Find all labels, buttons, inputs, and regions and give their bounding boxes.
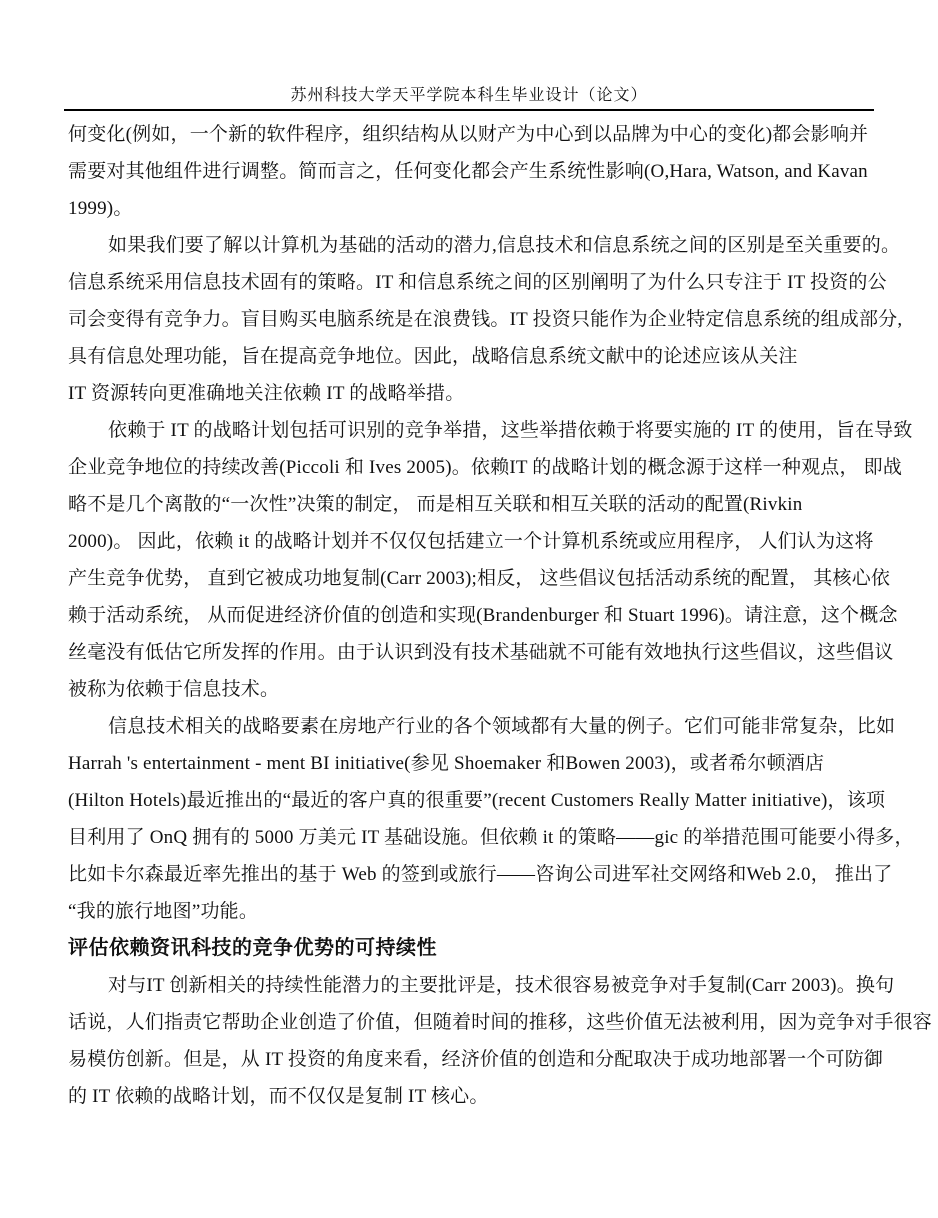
text-line: 1999)。 [68, 198, 133, 219]
text-line: 目利用了 OnQ 拥有的 5000 万美元 IT 基础设施。但依赖 it 的策略——gic 的举措范围可能要小得多， [68, 827, 914, 848]
text-line: 被称为依赖于信息技术。 [68, 679, 280, 700]
text-line: 对与IT 创新相关的持续性能潜力的主要批评是，技术很容易被竞争对手复制(Carr 2003)。换句 [108, 975, 895, 996]
text-line: 产生竞争优势， 直到它被成功地复制(Carr 2003);相反， 这些倡议包括活动系统的配置， 其核心依 [68, 568, 891, 589]
text-line: 如果我们要了解以计算机为基础的活动的潜力,信息技术和信息系统之间的区别是至关重要的。 [108, 235, 901, 256]
text-line: 的 IT 依赖的战略计划，而不仅仅是复制 IT 核心。 [68, 1086, 489, 1107]
header-title: 苏州科技大学天平学院本科生毕业设计（论文） [290, 87, 648, 104]
text-line: 司会变得有竞争力。盲目购买电脑系统是在浪费钱。IT 投资只能作为企业特定信息系统的组成部分, [68, 309, 903, 330]
text-line: 话说，人们指责它帮助企业创造了价值，但随着时间的推移，这些价值无法被利用，因为竞争对手很容 [68, 1012, 933, 1033]
text-line: 2000)。 因此，依赖 it 的战略计划并不仅仅包括建立一个计算机系统或应用程序， 人们认为这将 [68, 531, 874, 552]
text-line: 信息系统采用信息技术固有的策略。IT 和信息系统之间的区别阐明了为什么只专注于 IT 投资的公 [68, 272, 887, 293]
section-heading: 评估依赖资讯科技的竞争优势的可持续性 [68, 937, 437, 959]
text-line: 信息技术相关的战略要素在房地产行业的各个领域都有大量的例子。它们可能非常复杂，比如 [108, 716, 896, 737]
document-body [68, 116, 933, 1115]
text-line: 丝毫没有低估它所发挥的作用。由于认识到没有技术基础就不可能有效地执行这些倡议，这些倡议 [68, 642, 894, 663]
text-line: IT 资源转向更准确地关注依赖 IT 的战略举措。 [68, 383, 465, 404]
text-line: “我的旅行地图”功能。 [68, 901, 259, 922]
text-line: 依赖于 IT 的战略计划包括可识别的竞争举措，这些举措依赖于将要实施的 IT 的使用，旨在导致 [108, 420, 913, 441]
text-line: Harrah 's entertainment - ment BI initiative(参见 Shoemaker 和Bowen 2003)，或者希尔顿酒店 [68, 753, 825, 774]
text-line: 具有信息处理功能，旨在提高竞争地位。因此，战略信息系统文献中的论述应该从关注 [68, 346, 798, 367]
text-line: 何变化(例如，一个新的软件程序，组织结构从以财产为中心到以品牌为中心的变化)都会影响并 [68, 124, 869, 145]
text-line: 需要对其他组件进行调整。简而言之，任何变化都会产生系统性影响(O,Hara, Watson, and Kavan [68, 161, 868, 182]
text-line: 易模仿创新。但是，从 IT 投资的角度来看，经济价值的创造和分配取决于成功地部署一个可防御 [68, 1049, 884, 1070]
text-line: (Hilton Hotels)最近推出的“最近的客户真的很重要”(recent Customers Really Matter initiative)，该项 [68, 790, 886, 811]
text-line: 赖于活动系统， 从而促进经济价值的创造和实现(Brandenburger 和 Stuart 1996)。请注意，这个概念 [68, 605, 898, 626]
text-line: 略不是几个离散的“一次性”决策的制定， 而是相互关联和相互关联的活动的配置(Rivkin [68, 494, 803, 515]
text-line: 比如卡尔森最近率先推出的基于 Web 的签到或旅行——咨询公司进军社交网络和Web 2.0， 推出了 [68, 864, 893, 885]
header-rule [64, 109, 874, 111]
text-line: 企业竞争地位的持续改善(Piccoli 和 Ives 2005)。依赖IT 的战略计划的概念源于这样一种观点， 即战 [68, 457, 903, 478]
